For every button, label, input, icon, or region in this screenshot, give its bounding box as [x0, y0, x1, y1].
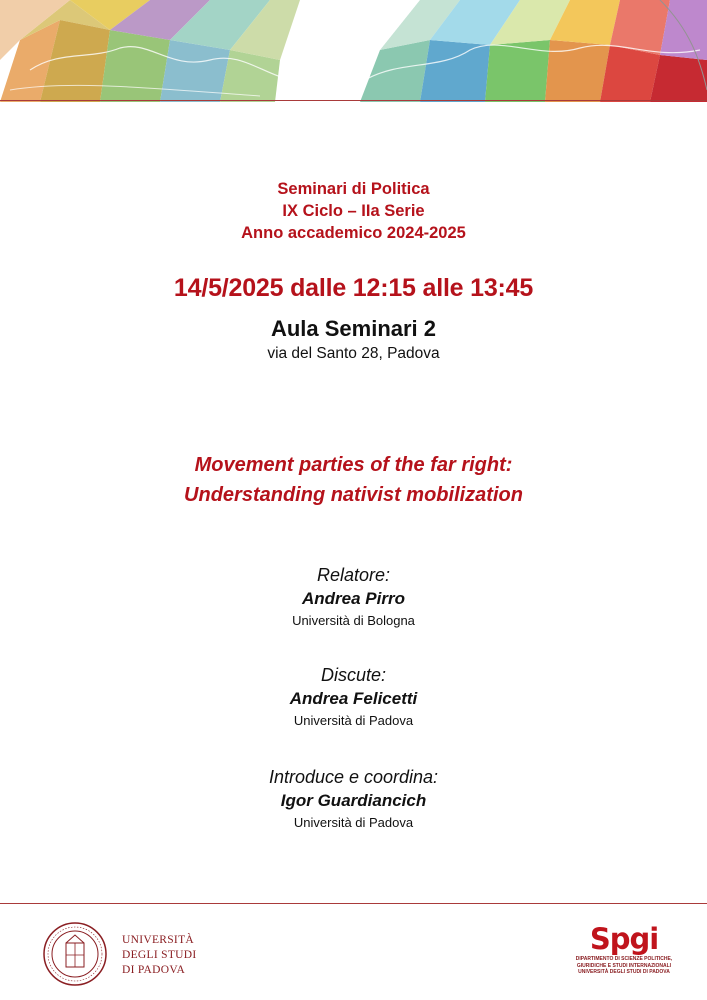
talk-title: [0, 450, 707, 510]
unipd-wordmark: [122, 933, 197, 978]
chair-role: Introduce e coordina:: [268, 767, 439, 787]
academic-year: Anno accademico 2024-2025: [241, 224, 466, 242]
chair-affiliation: Università di Padova: [293, 815, 414, 830]
spgi-logo: [574, 922, 674, 988]
spgi-line3: UNIVERSITÀ DEGLI STUDI DI PADOVA: [578, 969, 670, 975]
unipd-line3: DI PADOVA: [122, 964, 186, 976]
discussant-affiliation: Università di Padova: [293, 713, 414, 728]
spgi-wordmark: Spgi: [589, 922, 659, 956]
world-map-banner: [0, 0, 707, 102]
talk-title-line2: Understanding nativist mobilization: [184, 484, 523, 506]
discussant-name: Andrea Felicetti: [289, 689, 418, 708]
unipd-line1: UNIVERSITÀ: [122, 934, 194, 946]
speaker-name: Andrea Pirro: [302, 589, 405, 608]
talk-title-line1: Movement parties of the far right:: [194, 454, 513, 476]
unipd-line2: DEGLI STUDI: [122, 949, 197, 961]
series-title: Seminari di Politica: [277, 180, 430, 198]
unipd-logo: [42, 921, 202, 987]
event-address: via del Santo 28, Padova: [267, 345, 440, 362]
discussant-block: [0, 663, 707, 731]
series-header: [0, 178, 707, 244]
spgi-line1: DIPARTIMENTO DI SCIENZE POLITICHE,: [575, 956, 673, 962]
speaker-affiliation: Università di Bologna: [292, 613, 415, 628]
discussant-role: Discute:: [320, 665, 387, 685]
spgi-line2: GIURIDICHE E STUDI INTERNAZIONALI: [576, 962, 672, 969]
event-date-time: 14/5/2025 dalle 12:15 alle 13:45: [173, 274, 534, 302]
speaker-block: [0, 563, 707, 631]
header-rule: [0, 100, 707, 101]
speaker-role: Relatore:: [316, 565, 391, 585]
footer-rule: [0, 903, 707, 904]
cycle-label: IX Ciclo – IIa Serie: [282, 202, 425, 220]
event-venue: Aula Seminari 2: [270, 316, 437, 341]
chair-name: Igor Guardiancich: [280, 791, 427, 810]
unipd-seal-icon: [42, 921, 108, 987]
chair-block: [0, 765, 707, 833]
